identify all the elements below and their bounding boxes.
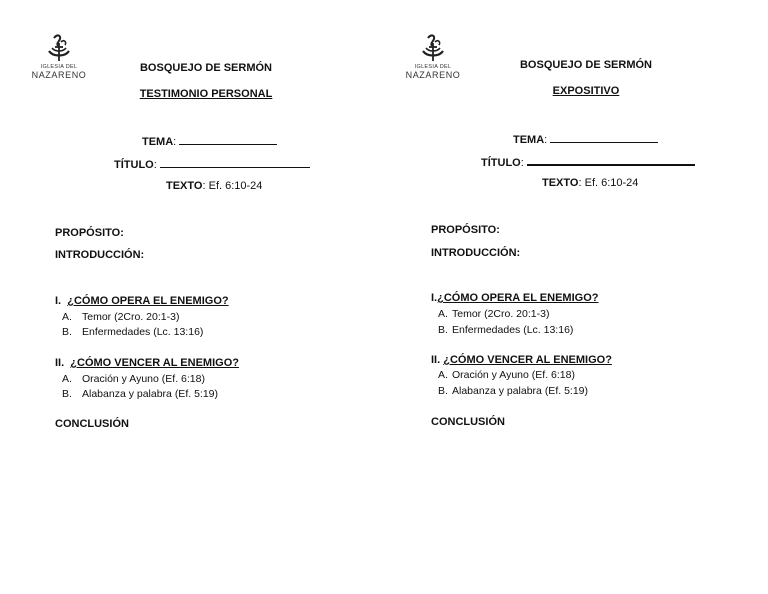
logo-text-del: DEL <box>439 64 452 70</box>
list-item: A. Oración y Ayuno (Ef. 6:18) <box>438 369 575 381</box>
tema-label: TEMA <box>142 136 174 148</box>
list-item: B. Enfermedades (Lc. 13:16) <box>62 326 204 338</box>
texto-line: TEXTO: Ef. 6:10-24 <box>542 177 639 189</box>
list-item: B. Enfermedades (Lc. 13:16) <box>438 324 574 336</box>
introduccion-label: INTRODUCCIÓN: <box>55 249 145 261</box>
conclusion-label: CONCLUSIÓN <box>431 416 505 428</box>
conclusion-label: CONCLUSIÓN <box>55 418 129 430</box>
list-item: A. Oración y Ayuno (Ef. 6:18) <box>62 373 205 385</box>
list-item: B. Alabanza y palabra (Ef. 5:19) <box>62 388 218 400</box>
page-subtitle: TESTIMONIO PERSONAL <box>139 88 273 100</box>
logo-text-iglesia: IGLESIA <box>40 64 64 70</box>
section-heading: I.¿CÓMO OPERA EL ENEMIGO? <box>431 292 599 304</box>
tema-label: TEMA <box>513 134 545 146</box>
texto-line: TEXTO: Ef. 6:10-24 <box>166 180 263 192</box>
logo-text-nazareno: NAZARENO <box>31 70 87 80</box>
titulo-label: TÍTULO <box>481 157 521 169</box>
texto-label: TEXTO <box>166 180 203 192</box>
tema-field[interactable]: TEMA: <box>513 132 658 146</box>
texto-label: TEXTO <box>542 177 579 189</box>
texto-value: Ef. 6:10-24 <box>584 177 639 189</box>
logo-text-del: DEL <box>65 64 78 70</box>
list-item: A. Temor (2Cro. 20:1-3) <box>438 308 550 320</box>
section-heading: I. ¿CÓMO OPERA EL ENEMIGO? <box>55 295 229 307</box>
nazarene-logo <box>31 33 87 80</box>
page-title: BOSQUEJO DE SERMÓN <box>139 62 273 74</box>
flame-cross-icon <box>45 33 73 63</box>
titulo-field[interactable]: TÍTULO: <box>114 157 310 171</box>
section-heading: II. ¿CÓMO VENCER AL ENEMIGO? <box>55 357 239 369</box>
proposito-label: PROPÓSITO: <box>431 224 500 236</box>
texto-value: Ef. 6:10-24 <box>208 180 263 192</box>
nazarene-logo <box>405 33 461 80</box>
proposito-label: PROPÓSITO: <box>55 227 124 239</box>
list-item: A. Temor (2Cro. 20:1-3) <box>62 311 180 323</box>
logo-text-nazareno: NAZARENO <box>405 70 461 80</box>
page-title: BOSQUEJO DE SERMÓN <box>519 59 653 71</box>
logo-text-iglesia: IGLESIA <box>414 64 438 70</box>
sermon-outline-expositivo <box>384 0 768 594</box>
section-heading: II. ¿CÓMO VENCER AL ENEMIGO? <box>431 354 612 366</box>
tema-field[interactable]: TEMA: <box>142 134 277 148</box>
page-subtitle: EXPOSITIVO <box>552 85 620 97</box>
introduccion-label: INTRODUCCIÓN: <box>431 247 521 259</box>
titulo-field[interactable]: TÍTULO: <box>481 154 695 169</box>
titulo-label: TÍTULO <box>114 159 154 171</box>
list-item: B. Alabanza y palabra (Ef. 5:19) <box>438 385 588 397</box>
flame-cross-icon <box>419 33 447 63</box>
